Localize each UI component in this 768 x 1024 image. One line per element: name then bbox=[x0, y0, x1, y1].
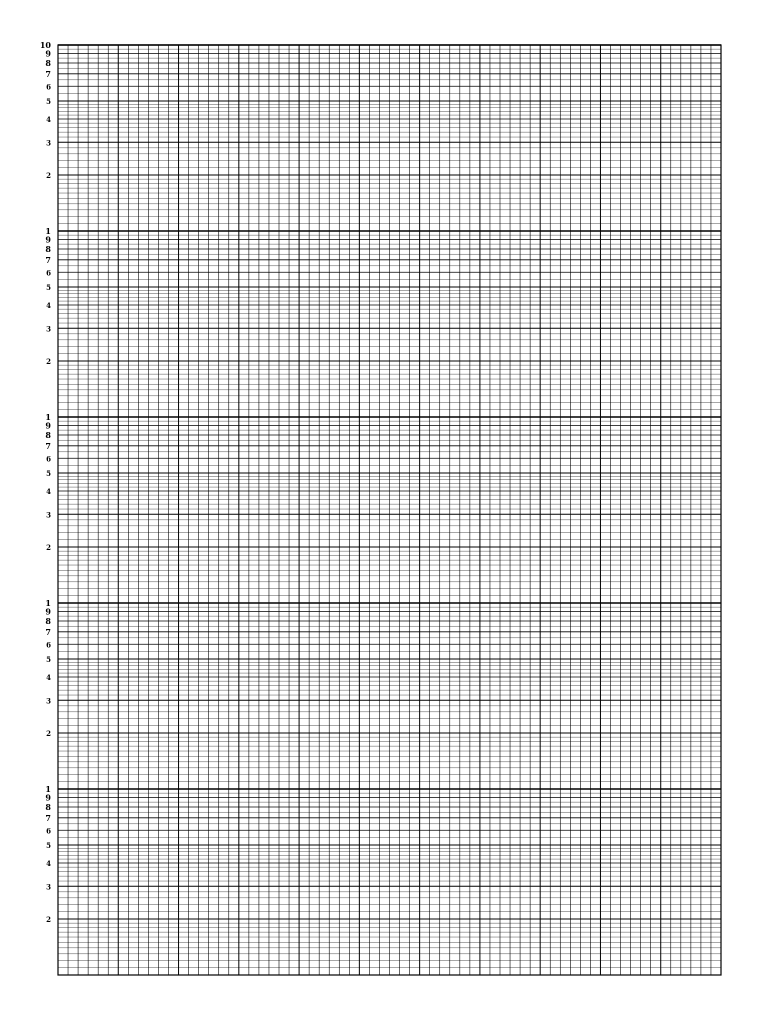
scale-label: 9 bbox=[45, 420, 51, 431]
scale-label: 7 bbox=[45, 68, 51, 79]
scale-label: 5 bbox=[46, 96, 51, 106]
scale-label: 4 bbox=[46, 301, 51, 311]
scale-label: 6 bbox=[46, 826, 51, 836]
scale-label: 6 bbox=[46, 640, 51, 650]
scale-label: 2 bbox=[46, 915, 51, 925]
scale-label: 4 bbox=[46, 115, 51, 125]
scale-label: 4 bbox=[46, 673, 51, 683]
scale-label: 9 bbox=[45, 48, 51, 59]
scale-label: 8 bbox=[45, 58, 51, 69]
scale-label: 9 bbox=[45, 234, 51, 245]
scale-label: 3 bbox=[46, 324, 51, 334]
scale-label: 4 bbox=[46, 487, 51, 497]
scale-label: 8 bbox=[45, 244, 51, 255]
cycle-labels bbox=[40, 40, 52, 924]
scale-label: 6 bbox=[46, 82, 51, 92]
scale-label: 6 bbox=[46, 454, 51, 464]
scale-label: 2 bbox=[46, 171, 51, 181]
scale-label: 3 bbox=[46, 696, 51, 706]
scale-label: 8 bbox=[45, 616, 51, 627]
scale-label: 5 bbox=[46, 654, 51, 664]
scale-label: 3 bbox=[46, 138, 51, 148]
scale-label: 2 bbox=[46, 729, 51, 739]
scale-label: 1 bbox=[45, 412, 51, 422]
scale-label: 5 bbox=[46, 840, 51, 850]
scale-label: 1 bbox=[45, 226, 51, 236]
scale-label: 4 bbox=[46, 859, 51, 869]
scale-label: 9 bbox=[45, 606, 51, 617]
scale-label: 6 bbox=[46, 268, 51, 278]
scale-label: 9 bbox=[45, 792, 51, 803]
scale-label: 7 bbox=[45, 254, 51, 265]
vertical-grid-lines bbox=[58, 45, 721, 975]
scale-label: 1 bbox=[45, 784, 51, 794]
scale-label: 5 bbox=[46, 468, 51, 478]
scale-label: 7 bbox=[45, 440, 51, 451]
scale-label: 3 bbox=[46, 510, 51, 520]
scale-label: 1 bbox=[45, 598, 51, 608]
scale-label: 10 bbox=[39, 40, 51, 50]
scale-label: 2 bbox=[46, 357, 51, 367]
scale-label: 8 bbox=[45, 430, 51, 441]
scale-label: 5 bbox=[46, 282, 51, 292]
scale-label: 7 bbox=[45, 626, 51, 637]
scale-label: 3 bbox=[46, 882, 51, 892]
scale-label: 7 bbox=[45, 812, 51, 823]
scale-label: 8 bbox=[45, 802, 51, 813]
scale-label: 2 bbox=[46, 543, 51, 553]
